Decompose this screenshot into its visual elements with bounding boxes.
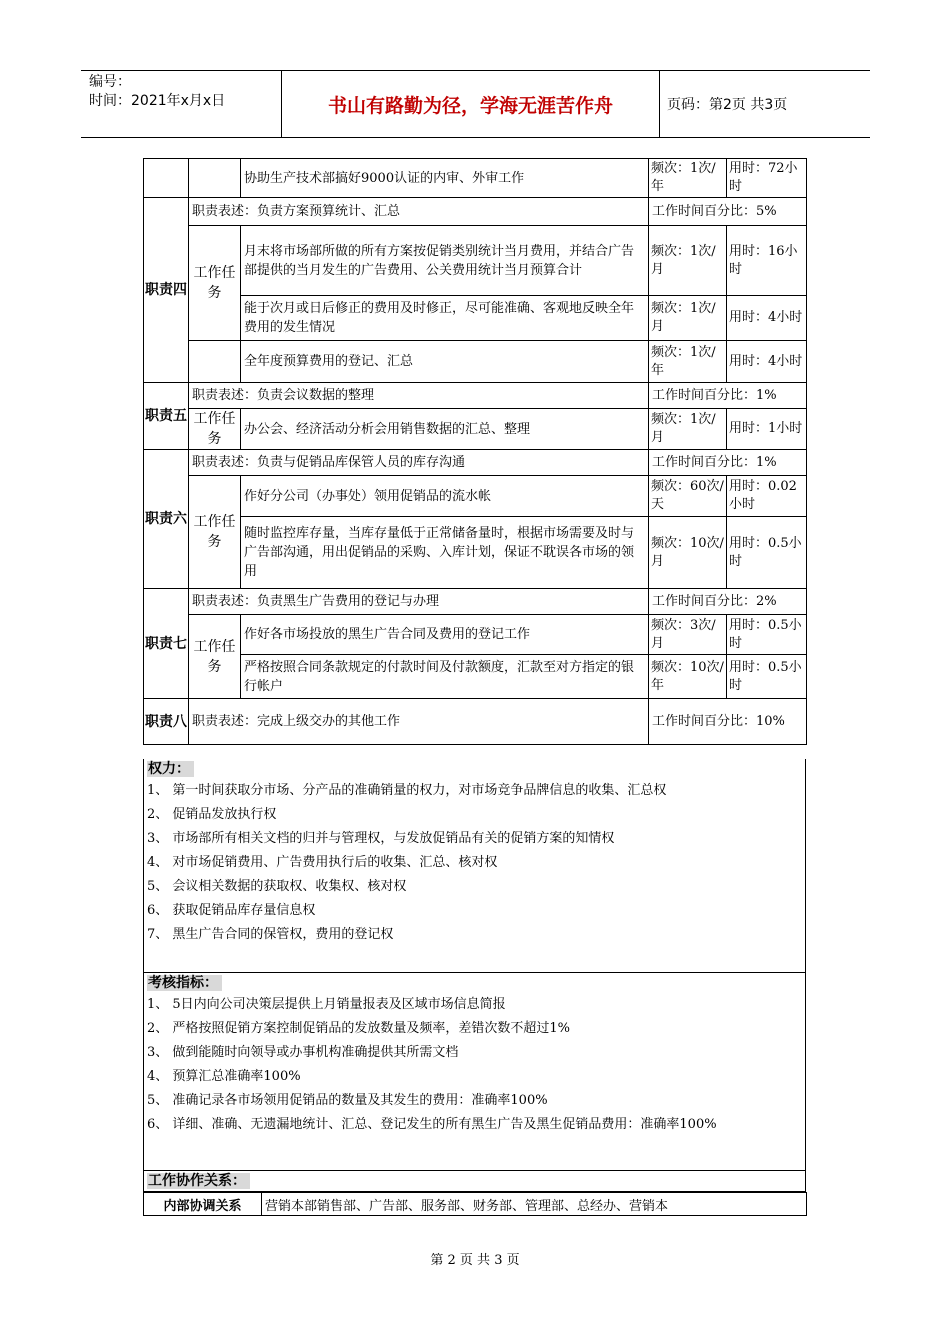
duty7-label: 职责七	[144, 589, 189, 699]
duty-time-percent: 工作时间百分比：1%	[649, 450, 807, 476]
duty-description: 职责表述：负责黑生广告费用的登记与办理	[189, 589, 649, 615]
task-text: 全年度预算费用的登记、汇总	[241, 341, 649, 383]
duty-time-percent: 工作时间百分比：1%	[649, 383, 807, 409]
duty5-task-row	[144, 409, 807, 450]
task-text: 协助生产技术部搞好9000认证的内审、外审工作	[241, 159, 649, 198]
duty4-task-row	[144, 296, 807, 341]
duty-description: 职责表述：负责会议数据的整理	[189, 383, 649, 409]
date-label: 时间：2021年x月x日	[89, 93, 226, 109]
duty8-label: 职责八	[144, 699, 189, 745]
task-text: 能于次月或日后修正的费用及时修正，尽可能准确、客观地反映全年费用的发生情况	[241, 296, 649, 341]
kpi-title: 考核指标：	[147, 975, 222, 991]
duty7-task-row	[144, 655, 807, 699]
power-item: 4、 对市场促销费用、广告费用执行后的收集、汇总、核对权	[147, 855, 498, 870]
section-title	[144, 759, 805, 779]
power-item: 5、 会议相关数据的获取权、收集权、核对权	[147, 879, 407, 894]
page-header	[81, 70, 870, 138]
duty6-desc-row	[144, 450, 807, 476]
task-label: 工作任务	[189, 476, 241, 589]
kpi-section	[143, 973, 806, 1171]
header-meta	[81, 71, 282, 137]
duty-description: 职责表述：负责方案预算统计、汇总	[189, 198, 649, 226]
duty6-label: 职责六	[144, 450, 189, 589]
duty-time-percent: 工作时间百分比：2%	[649, 589, 807, 615]
task-text: 作好分公司（办事处）领用促销品的流水帐	[241, 476, 649, 517]
duty-description: 职责表述：完成上级交办的其他工作	[189, 699, 649, 745]
powers-section	[143, 759, 806, 973]
duty3-task-row	[144, 159, 807, 198]
lower-sections	[143, 759, 806, 1216]
power-item: 7、 黑生广告合同的保管权，费用的登记权	[147, 927, 394, 942]
kpi-item: 3、 做到能随时向领导或办事机构准确提供其所需文档	[147, 1045, 459, 1060]
internal-relation-row	[144, 1193, 807, 1216]
task-frequency: 频次：1次/月	[649, 409, 727, 450]
section-title	[144, 1171, 805, 1191]
cooperation-table	[143, 1192, 807, 1216]
task-time: 用时：1小时	[727, 409, 807, 450]
task-time: 用时：16小时	[727, 226, 807, 296]
task-frequency: 频次：3次/月	[649, 615, 727, 655]
task-time: 用时：4小时	[727, 296, 807, 341]
header-page-label: 页码：第2页 共3页	[667, 97, 788, 113]
duty-time-percent: 工作时间百分比：5%	[649, 198, 807, 226]
duty4-label: 职责四	[144, 198, 189, 383]
duty8-row	[144, 699, 807, 745]
power-item: 2、 促销品发放执行权	[147, 807, 277, 822]
duty7-desc-row	[144, 589, 807, 615]
task-label: 工作任务	[189, 615, 241, 699]
task-label: 工作任务	[189, 226, 241, 341]
task-time: 用时：0.5小时	[727, 655, 807, 699]
duty7-task-row	[144, 615, 807, 655]
duty4-desc-row	[144, 198, 807, 226]
task-frequency: 频次：1次/月	[649, 226, 727, 296]
power-item: 1、 第一时间获取分市场、分产品的准确销量的权力，对市场竞争品牌信息的收集、汇总权	[147, 783, 667, 798]
duty-time-percent: 工作时间百分比：10%	[649, 699, 807, 745]
cooperation-section	[143, 1171, 806, 1192]
internal-relation-value: 营销本部销售部、广告部、服务部、财务部、管理部、总经办、营销本	[262, 1193, 807, 1216]
kpi-item: 4、 预算汇总准确率100%	[147, 1069, 301, 1084]
task-text: 办公会、经济活动分析会用销售数据的汇总、整理	[241, 409, 649, 450]
task-text: 作好各市场投放的黑生广告合同及费用的登记工作	[241, 615, 649, 655]
duty5-label: 职责五	[144, 383, 189, 450]
duty-description: 职责表述：负责与促销品库保管人员的库存沟通	[189, 450, 649, 476]
task-time: 用时：0.5小时	[727, 517, 807, 589]
kpi-item: 6、 详细、准确、无遗漏地统计、汇总、登记发生的所有黑生广告及黑生促销品费用：准确率100%	[147, 1117, 717, 1132]
powers-title: 权力：	[147, 761, 194, 777]
task-frequency: 频次：60次/天	[649, 476, 727, 517]
power-item: 3、 市场部所有相关文档的归并与管理权，与发放促销品有关的促销方案的知情权	[147, 831, 615, 846]
task-time: 用时：0.5小时	[727, 615, 807, 655]
kpi-item: 5、 准确记录各市场领用促销品的数量及其发生的费用：准确率100%	[147, 1093, 548, 1108]
number-label: 编号：	[89, 74, 131, 90]
header-slogan: 书山有路勤为径，学海无涯苦作舟	[282, 71, 660, 137]
task-time: 用时：72小时	[727, 159, 807, 198]
duty6-task-row	[144, 476, 807, 517]
internal-relation-label: 内部协调关系	[144, 1193, 262, 1216]
duty4-task-row	[144, 341, 807, 383]
duty5-desc-row	[144, 383, 807, 409]
task-text: 随时监控库存量，当库存量低于正常储备量时，根据市场需要及时与广告部沟通，用出促销品的采购、入库计划，保证不耽误各市场的领用	[241, 517, 649, 589]
duty6-task-row	[144, 517, 807, 589]
task-frequency: 频次：10次/年	[649, 655, 727, 699]
power-item: 6、 获取促销品库存量信息权	[147, 903, 316, 918]
task-frequency: 频次：1次/月	[649, 296, 727, 341]
cooperation-title: 工作协作关系：	[147, 1173, 250, 1189]
task-label: 工作任务	[189, 409, 241, 450]
page-footer: 第 2 页 共 3 页	[430, 1253, 520, 1268]
task-frequency: 频次：1次/年	[649, 341, 727, 383]
task-text: 月末将市场部所做的所有方案按促销类别统计当月费用，并结合广告部提供的当月发生的广告费用、公关费用统计当月预算合计	[241, 226, 649, 296]
duty4-task-row	[144, 226, 807, 296]
task-time: 用时：4小时	[727, 341, 807, 383]
task-frequency: 频次：1次/年	[649, 159, 727, 198]
task-frequency: 频次：10次/月	[649, 517, 727, 589]
duties-table	[143, 158, 807, 745]
task-text: 严格按照合同条款规定的付款时间及付款额度，汇款至对方指定的银行帐户	[241, 655, 649, 699]
kpi-item: 2、 严格按照促销方案控制促销品的发放数量及频率，差错次数不超过1%	[147, 1021, 571, 1036]
section-title	[144, 973, 805, 993]
task-time: 用时：0.02小时	[727, 476, 807, 517]
kpi-item: 1、 5日内向公司决策层提供上月销量报表及区域市场信息简报	[147, 997, 506, 1012]
